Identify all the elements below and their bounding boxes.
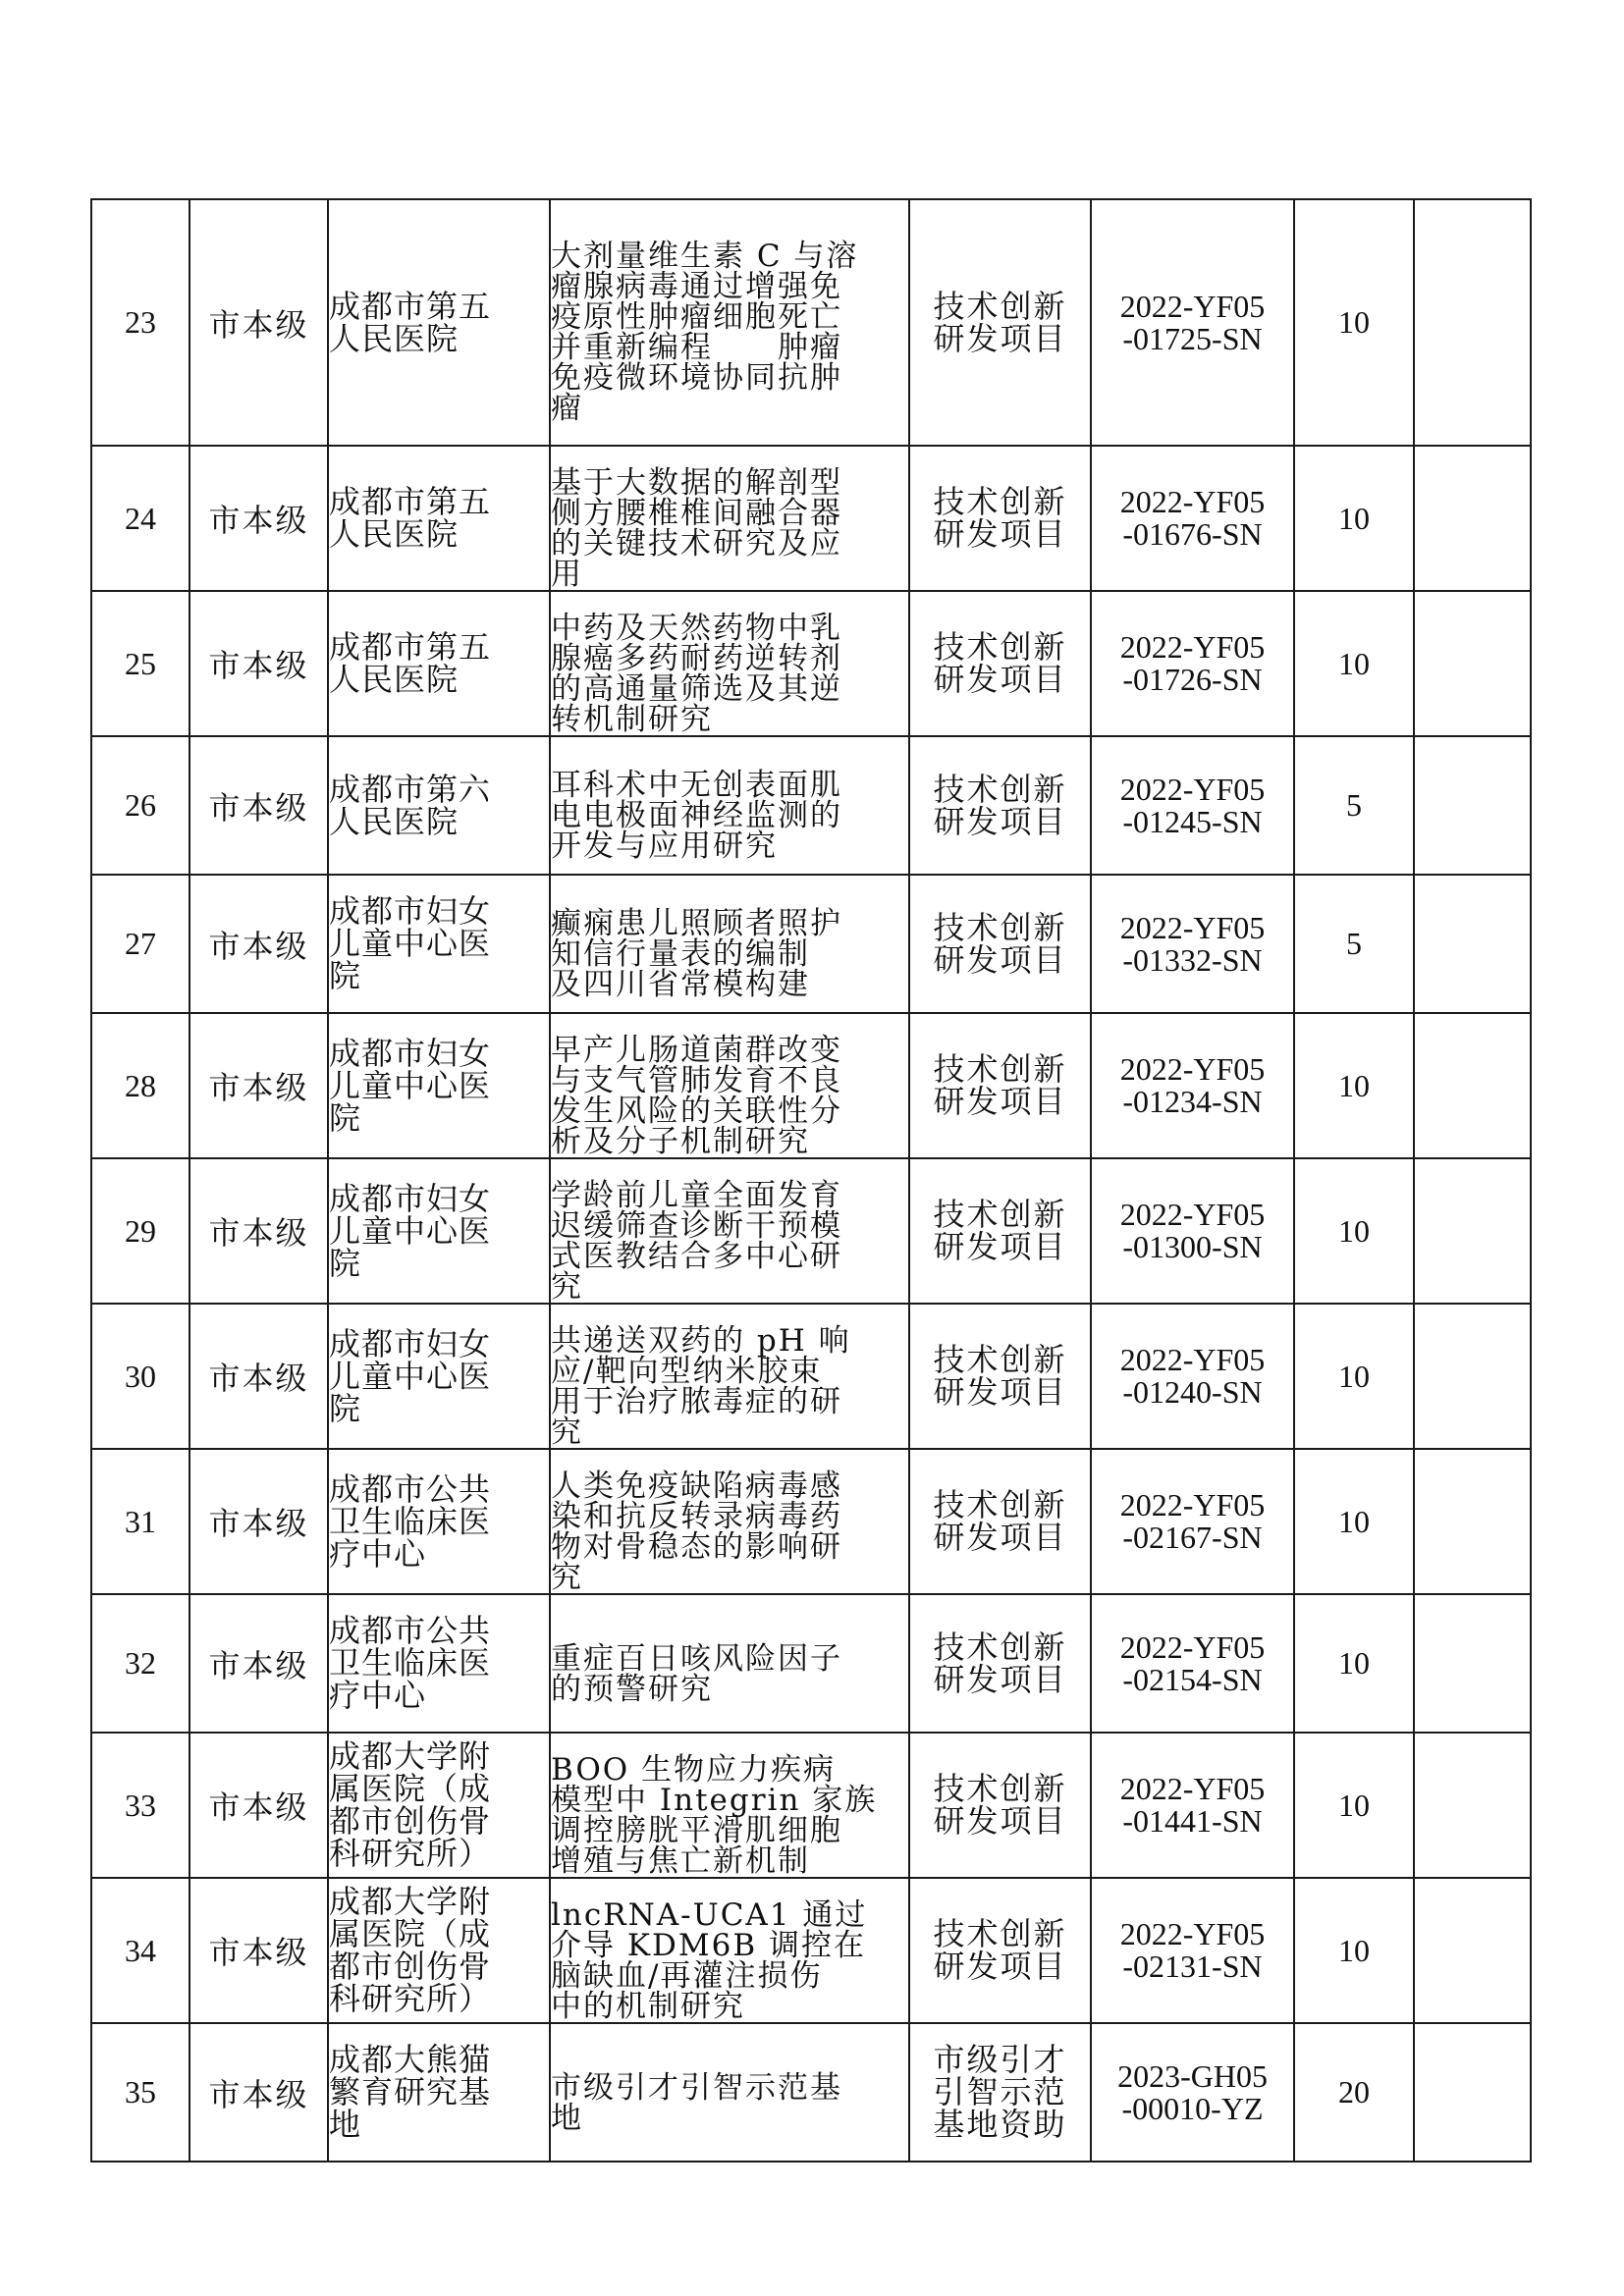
project-type xyxy=(909,199,1091,446)
undertaking-unit xyxy=(328,1733,550,1878)
unit-line: 都市创伤骨 xyxy=(329,1948,492,1985)
type-line: 基地资助 xyxy=(933,2106,1067,2143)
remark-cell xyxy=(1414,2023,1531,2162)
project-line: 增殖与焦亡新机制 xyxy=(551,1843,810,1879)
type-line: 研发项目 xyxy=(933,1948,1067,1985)
project-type xyxy=(909,1594,1091,1733)
admin-level: 市本级 xyxy=(189,199,328,446)
funding-amount: 20 xyxy=(1294,2023,1414,2162)
project-line: 用于治疗脓毒症的研 xyxy=(551,1384,842,1419)
project-line: 究 xyxy=(551,1415,583,1450)
project-line: 大剂量维生素 C 与溶 xyxy=(551,238,859,274)
admin-level: 市本级 xyxy=(189,1594,328,1733)
project-line: 中药及天然药物中乳 xyxy=(551,611,842,646)
code-line: 2022-YF05 xyxy=(1119,1487,1266,1522)
project-type xyxy=(909,736,1091,875)
funding-amount: 10 xyxy=(1294,1594,1414,1733)
remark-cell xyxy=(1414,591,1531,736)
code-line: -01300-SN xyxy=(1122,1229,1263,1264)
code-line: 2022-YF05 xyxy=(1119,1771,1266,1806)
code-line: -01234-SN xyxy=(1122,1084,1263,1119)
type-line: 引智示范 xyxy=(933,2073,1067,2110)
type-line: 技术创新 xyxy=(933,1196,1067,1233)
project-line: 的预警研究 xyxy=(551,1671,713,1707)
undertaking-unit xyxy=(328,591,550,736)
project-line: 知信行量表的编制 xyxy=(551,936,810,972)
type-line: 技术创新 xyxy=(933,908,1067,946)
row-number: 32 xyxy=(91,1594,189,1733)
code-line: -02154-SN xyxy=(1122,1661,1263,1697)
project-line: 的高通量筛选及其逆 xyxy=(551,671,842,707)
funding-table xyxy=(90,198,1532,2163)
code-line: 2022-YF05 xyxy=(1119,771,1266,807)
project-line: 究 xyxy=(551,1560,583,1595)
project-line: 开发与应用研究 xyxy=(551,828,778,864)
project-name xyxy=(550,1449,909,1594)
unit-line: 疗中心 xyxy=(329,1534,427,1573)
code-line: -01245-SN xyxy=(1122,803,1263,839)
remark-cell xyxy=(1414,875,1531,1013)
project-type xyxy=(909,1158,1091,1304)
unit-line: 地 xyxy=(329,2106,362,2143)
funding-amount: 5 xyxy=(1294,875,1414,1013)
table-row xyxy=(91,591,1531,736)
row-number: 29 xyxy=(91,1158,189,1304)
remark-cell xyxy=(1414,1158,1531,1304)
project-code xyxy=(1091,1013,1294,1158)
row-number: 35 xyxy=(91,2023,189,2162)
unit-line: 儿童中心医 xyxy=(329,1066,492,1104)
type-line: 技术创新 xyxy=(933,628,1067,666)
project-line: 侧方腰椎椎间融合器 xyxy=(551,496,842,531)
type-line: 技术创新 xyxy=(933,483,1067,520)
project-name xyxy=(550,1304,909,1449)
unit-line: 成都市妇女 xyxy=(329,892,492,930)
project-name xyxy=(550,591,909,736)
project-code xyxy=(1091,446,1294,591)
project-type xyxy=(909,591,1091,736)
unit-line: 都市创伤骨 xyxy=(329,1802,492,1840)
undertaking-unit xyxy=(328,199,550,446)
project-line: 共递送双药的 pH 响 xyxy=(551,1323,851,1359)
unit-line: 院 xyxy=(329,1244,362,1282)
project-code xyxy=(1091,1878,1294,2023)
project-line: 腺癌多药耐药逆转剂 xyxy=(551,641,842,676)
project-line: 用 xyxy=(551,557,583,592)
project-line: 瘤 xyxy=(551,390,583,426)
project-line: 应/靶向型纳米胶束 xyxy=(551,1354,823,1389)
type-line: 研发项目 xyxy=(933,1660,1067,1698)
admin-level: 市本级 xyxy=(189,736,328,875)
funding-amount: 10 xyxy=(1294,1733,1414,1878)
remark-cell xyxy=(1414,1304,1531,1449)
type-line: 技术创新 xyxy=(933,1341,1067,1378)
project-name xyxy=(550,736,909,875)
admin-level: 市本级 xyxy=(189,2023,328,2162)
code-line: -01676-SN xyxy=(1122,516,1263,552)
table-row xyxy=(91,2023,1531,2162)
table-row xyxy=(91,1304,1531,1449)
project-type xyxy=(909,2023,1091,2162)
project-name xyxy=(550,1878,909,2023)
unit-line: 科研究所） xyxy=(329,1980,492,2017)
project-code xyxy=(1091,2023,1294,2162)
code-line: 2023-GH05 xyxy=(1117,2057,1268,2094)
project-line: 地 xyxy=(551,2100,583,2136)
undertaking-unit xyxy=(328,1013,550,1158)
unit-line: 人民医院 xyxy=(329,802,460,840)
table-row xyxy=(91,1594,1531,1733)
project-line: 中的机制研究 xyxy=(551,1989,745,2024)
remark-cell xyxy=(1414,1449,1531,1594)
project-line: 的关键技术研究及应 xyxy=(551,526,842,561)
code-line: -00010-YZ xyxy=(1121,2090,1264,2126)
unit-line: 成都市妇女 xyxy=(329,1034,492,1072)
project-line: 发生风险的关联性分 xyxy=(551,1094,842,1129)
project-line: 疫原性肿瘤细胞死亡 xyxy=(551,298,842,335)
unit-line: 卫生临床医 xyxy=(329,1502,492,1540)
project-type xyxy=(909,1733,1091,1878)
funding-amount: 5 xyxy=(1294,736,1414,875)
unit-line: 成都大学附 xyxy=(329,1883,492,1920)
admin-level: 市本级 xyxy=(189,875,328,1013)
project-line: 重症百日咳风险因子 xyxy=(551,1640,842,1677)
type-line: 技术创新 xyxy=(933,770,1067,808)
table-row xyxy=(91,1013,1531,1158)
undertaking-unit xyxy=(328,736,550,875)
project-line: 及四川省常模构建 xyxy=(551,967,810,1002)
unit-line: 科研究所） xyxy=(329,1835,492,1872)
admin-level: 市本级 xyxy=(189,1733,328,1878)
remark-cell xyxy=(1414,1594,1531,1733)
project-line: 析及分子机制研究 xyxy=(551,1124,810,1159)
type-line: 研发项目 xyxy=(933,1083,1067,1120)
type-line: 研发项目 xyxy=(933,515,1067,553)
funding-amount: 10 xyxy=(1294,1304,1414,1449)
code-line: -01726-SN xyxy=(1122,662,1263,697)
remark-cell xyxy=(1414,199,1531,446)
type-line: 研发项目 xyxy=(933,940,1067,979)
undertaking-unit xyxy=(328,875,550,1013)
project-line: 瘤腺病毒通过增强免 xyxy=(551,268,842,304)
row-number: 25 xyxy=(91,591,189,736)
project-line: 并重新编程 肿瘤 xyxy=(551,329,842,365)
admin-level: 市本级 xyxy=(189,1878,328,2023)
type-line: 研发项目 xyxy=(933,802,1067,840)
admin-level: 市本级 xyxy=(189,591,328,736)
unit-line: 儿童中心医 xyxy=(329,1357,492,1395)
code-line: 2022-YF05 xyxy=(1119,1916,1266,1951)
funding-amount: 10 xyxy=(1294,1449,1414,1594)
project-line: 迟缓筛查诊断干预模 xyxy=(551,1208,842,1244)
code-line: -02167-SN xyxy=(1122,1520,1263,1555)
type-line: 市级引才 xyxy=(933,2041,1067,2078)
project-code xyxy=(1091,1158,1294,1304)
code-line: -01240-SN xyxy=(1122,1374,1263,1410)
funding-amount: 10 xyxy=(1294,1013,1414,1158)
undertaking-unit xyxy=(328,446,550,591)
table-row xyxy=(91,446,1531,591)
project-code xyxy=(1091,1733,1294,1878)
unit-line: 疗中心 xyxy=(329,1677,427,1714)
unit-line: 人民医院 xyxy=(329,661,460,698)
table-row xyxy=(91,1878,1531,2023)
unit-line: 成都大学附 xyxy=(329,1737,492,1775)
row-number: 27 xyxy=(91,875,189,1013)
type-line: 技术创新 xyxy=(933,1050,1067,1088)
project-name xyxy=(550,1013,909,1158)
project-type xyxy=(909,1878,1091,2023)
code-line: -02131-SN xyxy=(1122,1949,1263,1984)
undertaking-unit xyxy=(328,2023,550,2162)
code-line: 2022-YF05 xyxy=(1119,288,1266,324)
admin-level: 市本级 xyxy=(189,1158,328,1304)
row-number: 33 xyxy=(91,1733,189,1878)
admin-level: 市本级 xyxy=(189,1013,328,1158)
type-line: 研发项目 xyxy=(933,1373,1067,1411)
project-code xyxy=(1091,875,1294,1013)
code-line: 2022-YF05 xyxy=(1119,484,1266,519)
funding-amount: 10 xyxy=(1294,1878,1414,2023)
undertaking-unit xyxy=(328,1878,550,2023)
code-line: -01725-SN xyxy=(1122,320,1263,356)
remark-cell xyxy=(1414,1013,1531,1158)
project-line: 式医教结合多中心研 xyxy=(551,1239,842,1274)
row-number: 26 xyxy=(91,736,189,875)
type-line: 技术创新 xyxy=(933,1915,1067,1952)
project-line: 模型中 Integrin 家族 xyxy=(551,1783,878,1818)
project-type xyxy=(909,1449,1091,1594)
table-row xyxy=(91,1449,1531,1594)
project-name xyxy=(550,1594,909,1733)
undertaking-unit xyxy=(328,1158,550,1304)
project-line: 调控膀胱平滑肌细胞 xyxy=(551,1813,842,1848)
remark-cell xyxy=(1414,446,1531,591)
funding-amount: 10 xyxy=(1294,1158,1414,1304)
table-row xyxy=(91,199,1531,446)
project-line: 早产儿肠道菌群改变 xyxy=(551,1033,842,1068)
funding-amount: 10 xyxy=(1294,199,1414,446)
project-line: BOO 生物应力疾病 xyxy=(551,1752,837,1788)
unit-line: 成都市公共 xyxy=(329,1612,492,1649)
project-name xyxy=(550,1733,909,1878)
project-code xyxy=(1091,1594,1294,1733)
type-line: 技术创新 xyxy=(933,287,1067,325)
unit-line: 属医院（成 xyxy=(329,1915,492,1952)
undertaking-unit xyxy=(328,1594,550,1733)
unit-line: 成都市第五 xyxy=(329,483,492,520)
project-name xyxy=(550,2023,909,2162)
type-line: 研发项目 xyxy=(933,319,1067,357)
project-line: 学龄前儿童全面发育 xyxy=(551,1178,842,1213)
unit-line: 属医院（成 xyxy=(329,1770,492,1807)
row-number: 30 xyxy=(91,1304,189,1449)
row-number: 31 xyxy=(91,1449,189,1594)
project-line: 电电极面神经监测的 xyxy=(551,798,842,833)
type-line: 研发项目 xyxy=(933,1228,1067,1265)
table-row xyxy=(91,1733,1531,1878)
unit-line: 儿童中心医 xyxy=(329,925,492,962)
remark-cell xyxy=(1414,1733,1531,1878)
project-name xyxy=(550,875,909,1013)
unit-line: 院 xyxy=(329,957,362,994)
code-line: 2022-YF05 xyxy=(1119,1629,1266,1665)
unit-line: 人民医院 xyxy=(329,319,460,357)
project-type xyxy=(909,1304,1091,1449)
project-line: 基于大数据的解剖型 xyxy=(551,465,842,501)
table-row xyxy=(91,1158,1531,1304)
admin-level: 市本级 xyxy=(189,1449,328,1594)
unit-line: 成都市第五 xyxy=(329,628,492,666)
funding-amount: 10 xyxy=(1294,446,1414,591)
project-line: 染和抗反转录病毒药 xyxy=(551,1499,842,1534)
code-line: 2022-YF05 xyxy=(1119,1197,1266,1232)
type-line: 技术创新 xyxy=(933,1486,1067,1523)
code-line: -01332-SN xyxy=(1122,941,1263,978)
remark-cell xyxy=(1414,736,1531,875)
code-line: 2022-YF05 xyxy=(1119,1342,1266,1377)
project-line: 与支气管肺发育不良 xyxy=(551,1063,842,1098)
project-code xyxy=(1091,199,1294,446)
project-line: 转机制研究 xyxy=(551,702,713,737)
code-line: 2022-YF05 xyxy=(1119,909,1266,945)
unit-line: 成都大熊猫 xyxy=(329,2041,492,2078)
code-line: 2022-YF05 xyxy=(1119,629,1266,665)
unit-line: 成都市公共 xyxy=(329,1469,492,1508)
project-line: lncRNA-UCA1 通过 xyxy=(551,1897,868,1933)
remark-cell xyxy=(1414,1878,1531,2023)
project-line: 物对骨稳态的影响研 xyxy=(551,1529,842,1565)
row-number: 34 xyxy=(91,1878,189,2023)
unit-line: 成都市第五 xyxy=(329,287,492,325)
admin-level: 市本级 xyxy=(189,446,328,591)
unit-line: 院 xyxy=(329,1389,362,1427)
undertaking-unit xyxy=(328,1449,550,1594)
row-number: 24 xyxy=(91,446,189,591)
project-name xyxy=(550,199,909,446)
project-line: 市级引才引智示范基 xyxy=(551,2069,842,2106)
unit-line: 卫生临床医 xyxy=(329,1644,492,1682)
project-line: 人类免疫缺陷病毒感 xyxy=(551,1468,842,1504)
type-line: 研发项目 xyxy=(933,1519,1067,1556)
unit-line: 院 xyxy=(329,1098,362,1137)
type-line: 技术创新 xyxy=(933,1770,1067,1807)
project-code xyxy=(1091,591,1294,736)
unit-line: 儿童中心医 xyxy=(329,1211,492,1250)
table-row xyxy=(91,875,1531,1013)
unit-line: 繁育研究基 xyxy=(329,2073,492,2110)
project-type xyxy=(909,446,1091,591)
row-number: 28 xyxy=(91,1013,189,1158)
project-line: 介导 KDM6B 调控在 xyxy=(551,1928,866,1963)
type-line: 研发项目 xyxy=(933,1802,1067,1840)
table-body xyxy=(91,199,1531,2162)
code-line: -01441-SN xyxy=(1122,1803,1263,1839)
unit-line: 人民医院 xyxy=(329,515,460,553)
project-type xyxy=(909,875,1091,1013)
funding-amount: 10 xyxy=(1294,591,1414,736)
admin-level: 市本级 xyxy=(189,1304,328,1449)
project-line: 免疫微环境协同抗肿 xyxy=(551,359,842,396)
unit-line: 成都市妇女 xyxy=(329,1324,492,1362)
unit-line: 成都市妇女 xyxy=(329,1179,492,1217)
code-line: 2022-YF05 xyxy=(1119,1051,1266,1087)
project-line: 脑缺血/再灌注损伤 xyxy=(551,1958,823,1994)
type-line: 研发项目 xyxy=(933,661,1067,698)
project-code xyxy=(1091,1304,1294,1449)
type-line: 技术创新 xyxy=(933,1628,1067,1666)
unit-line: 成都市第六 xyxy=(329,770,492,808)
table-row xyxy=(91,736,1531,875)
project-line: 癫痫患儿照顾者照护 xyxy=(551,906,842,941)
project-name xyxy=(550,446,909,591)
undertaking-unit xyxy=(328,1304,550,1449)
row-number: 23 xyxy=(91,199,189,446)
project-line: 究 xyxy=(551,1269,583,1305)
project-code xyxy=(1091,736,1294,875)
project-code xyxy=(1091,1449,1294,1594)
project-name xyxy=(550,1158,909,1304)
project-line: 耳科术中无创表面肌 xyxy=(551,768,842,803)
project-type xyxy=(909,1013,1091,1158)
